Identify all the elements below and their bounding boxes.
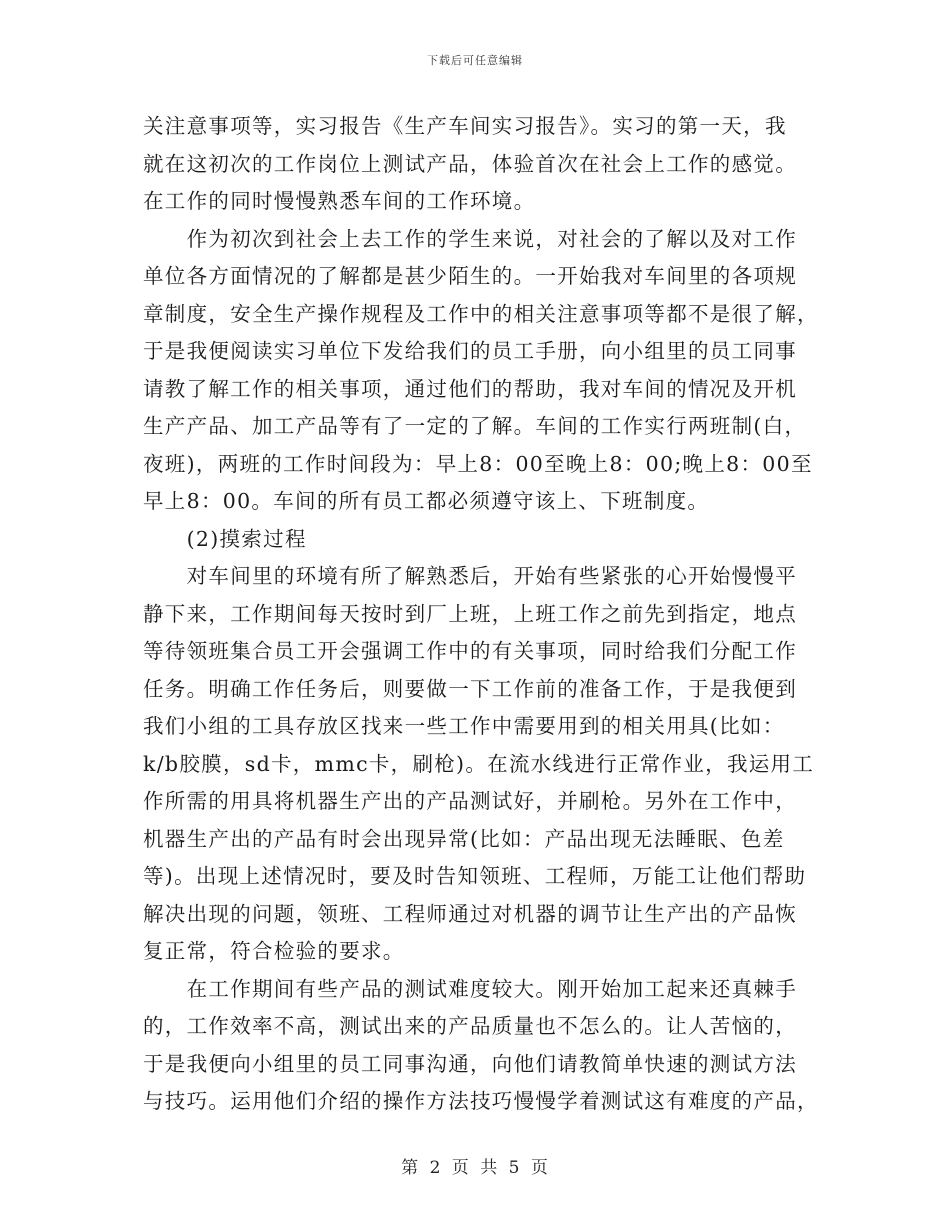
text-line: 于是我便阅读实习单位下发给我们的员工手册，向小组里的员工同事 bbox=[143, 339, 797, 363]
text-line: 在工作的同时慢慢熟悉车间的工作环境。 bbox=[143, 189, 536, 213]
text-line: 的，工作效率不高，测试出来的产品质量也不怎么的。让人苦恼的， bbox=[143, 1014, 797, 1038]
text-line: 静下来，工作期间每天按时到厂上班，上班工作之前先到指定，地点 bbox=[143, 601, 797, 626]
page-footer: 第 2 页 共 5 页 bbox=[401, 1158, 549, 1178]
text-line: 对车间里的环境有所了解熟悉后，开始有些紧张的心开始慢慢平 bbox=[143, 564, 797, 588]
text-line: 单位各方面情况的了解都是甚少陌生的。一开始我对车间里的各项规 bbox=[143, 264, 797, 288]
text-line: 于是我便向小组里的员工同事沟通，向他们请教简单快速的测试方法 bbox=[143, 1051, 797, 1076]
text-line: 请教了解工作的相关事项，通过他们的帮助，我对车间的情况及开机 bbox=[143, 376, 797, 401]
text-line: 生产产品、加工产品等有了一定的了解。车间的工作实行两班制(白， bbox=[143, 414, 807, 438]
text-line: 机器生产出的产品有时会出现异常(比如：产品出现无法睡眠、色差 bbox=[143, 826, 785, 851]
text-line: 作所需的用具将机器生产出的产品测试好，并刷枪。另外在工作中， bbox=[143, 789, 797, 813]
text-line: 与技巧。运用他们介绍的操作方法技巧慢慢学着测试这有难度的产品， bbox=[143, 1089, 819, 1113]
text-line: 章制度，安全生产操作规程及工作中的相关注意事项等都不是很了解， bbox=[143, 301, 819, 326]
text-line: 复正常，符合检验的要求。 bbox=[143, 939, 405, 963]
text-line: 在工作期间有些产品的测试难度较大。刚开始加工起来还真棘手 bbox=[143, 976, 797, 1001]
text-line: 等)。出现上述情况时，要及时告知领班、工程师，万能工让他们帮助 bbox=[143, 864, 807, 888]
document-body bbox=[143, 108, 819, 1121]
text-line: 等待领班集合员工开会强调工作中的有关事项，同时给我们分配工作 bbox=[143, 639, 797, 663]
text-line: 作为初次到社会上去工作的学生来说，对社会的了解以及对工作 bbox=[143, 226, 797, 251]
section-heading: (2)摸索过程 bbox=[143, 526, 307, 551]
text-line: 任务。明确工作任务后，则要做一下工作前的准备工作，于是我便到 bbox=[143, 676, 797, 701]
text-line: 解决出现的问题，领班、工程师通过对机器的调节让生产出的产品恢 bbox=[143, 901, 797, 926]
text-line: 就在这初次的工作岗位上测试产品，体验首次在社会上工作的感觉。 bbox=[143, 151, 797, 176]
page-header: 下载后可任意编辑 bbox=[427, 54, 523, 67]
text-line: 关注意事项等，实习报告《生产车间实习报告》。实习的第一天，我 bbox=[143, 114, 787, 138]
text-line: 夜班)，两班的工作时间段为：早上8：00至晚上8：00;晚上8：00至 bbox=[143, 451, 813, 476]
text-line: 我们小组的工具存放区找来一些工作中需要用到的相关用具(比如： bbox=[143, 714, 785, 738]
text-line: 早上8：00。车间的所有员工都必须遵守该上、下班制度。 bbox=[143, 489, 710, 513]
text-line: k/b胶膜，sd卡，mmc卡，刷枪)。在流水线进行正常作业，我运用工 bbox=[143, 751, 815, 776]
